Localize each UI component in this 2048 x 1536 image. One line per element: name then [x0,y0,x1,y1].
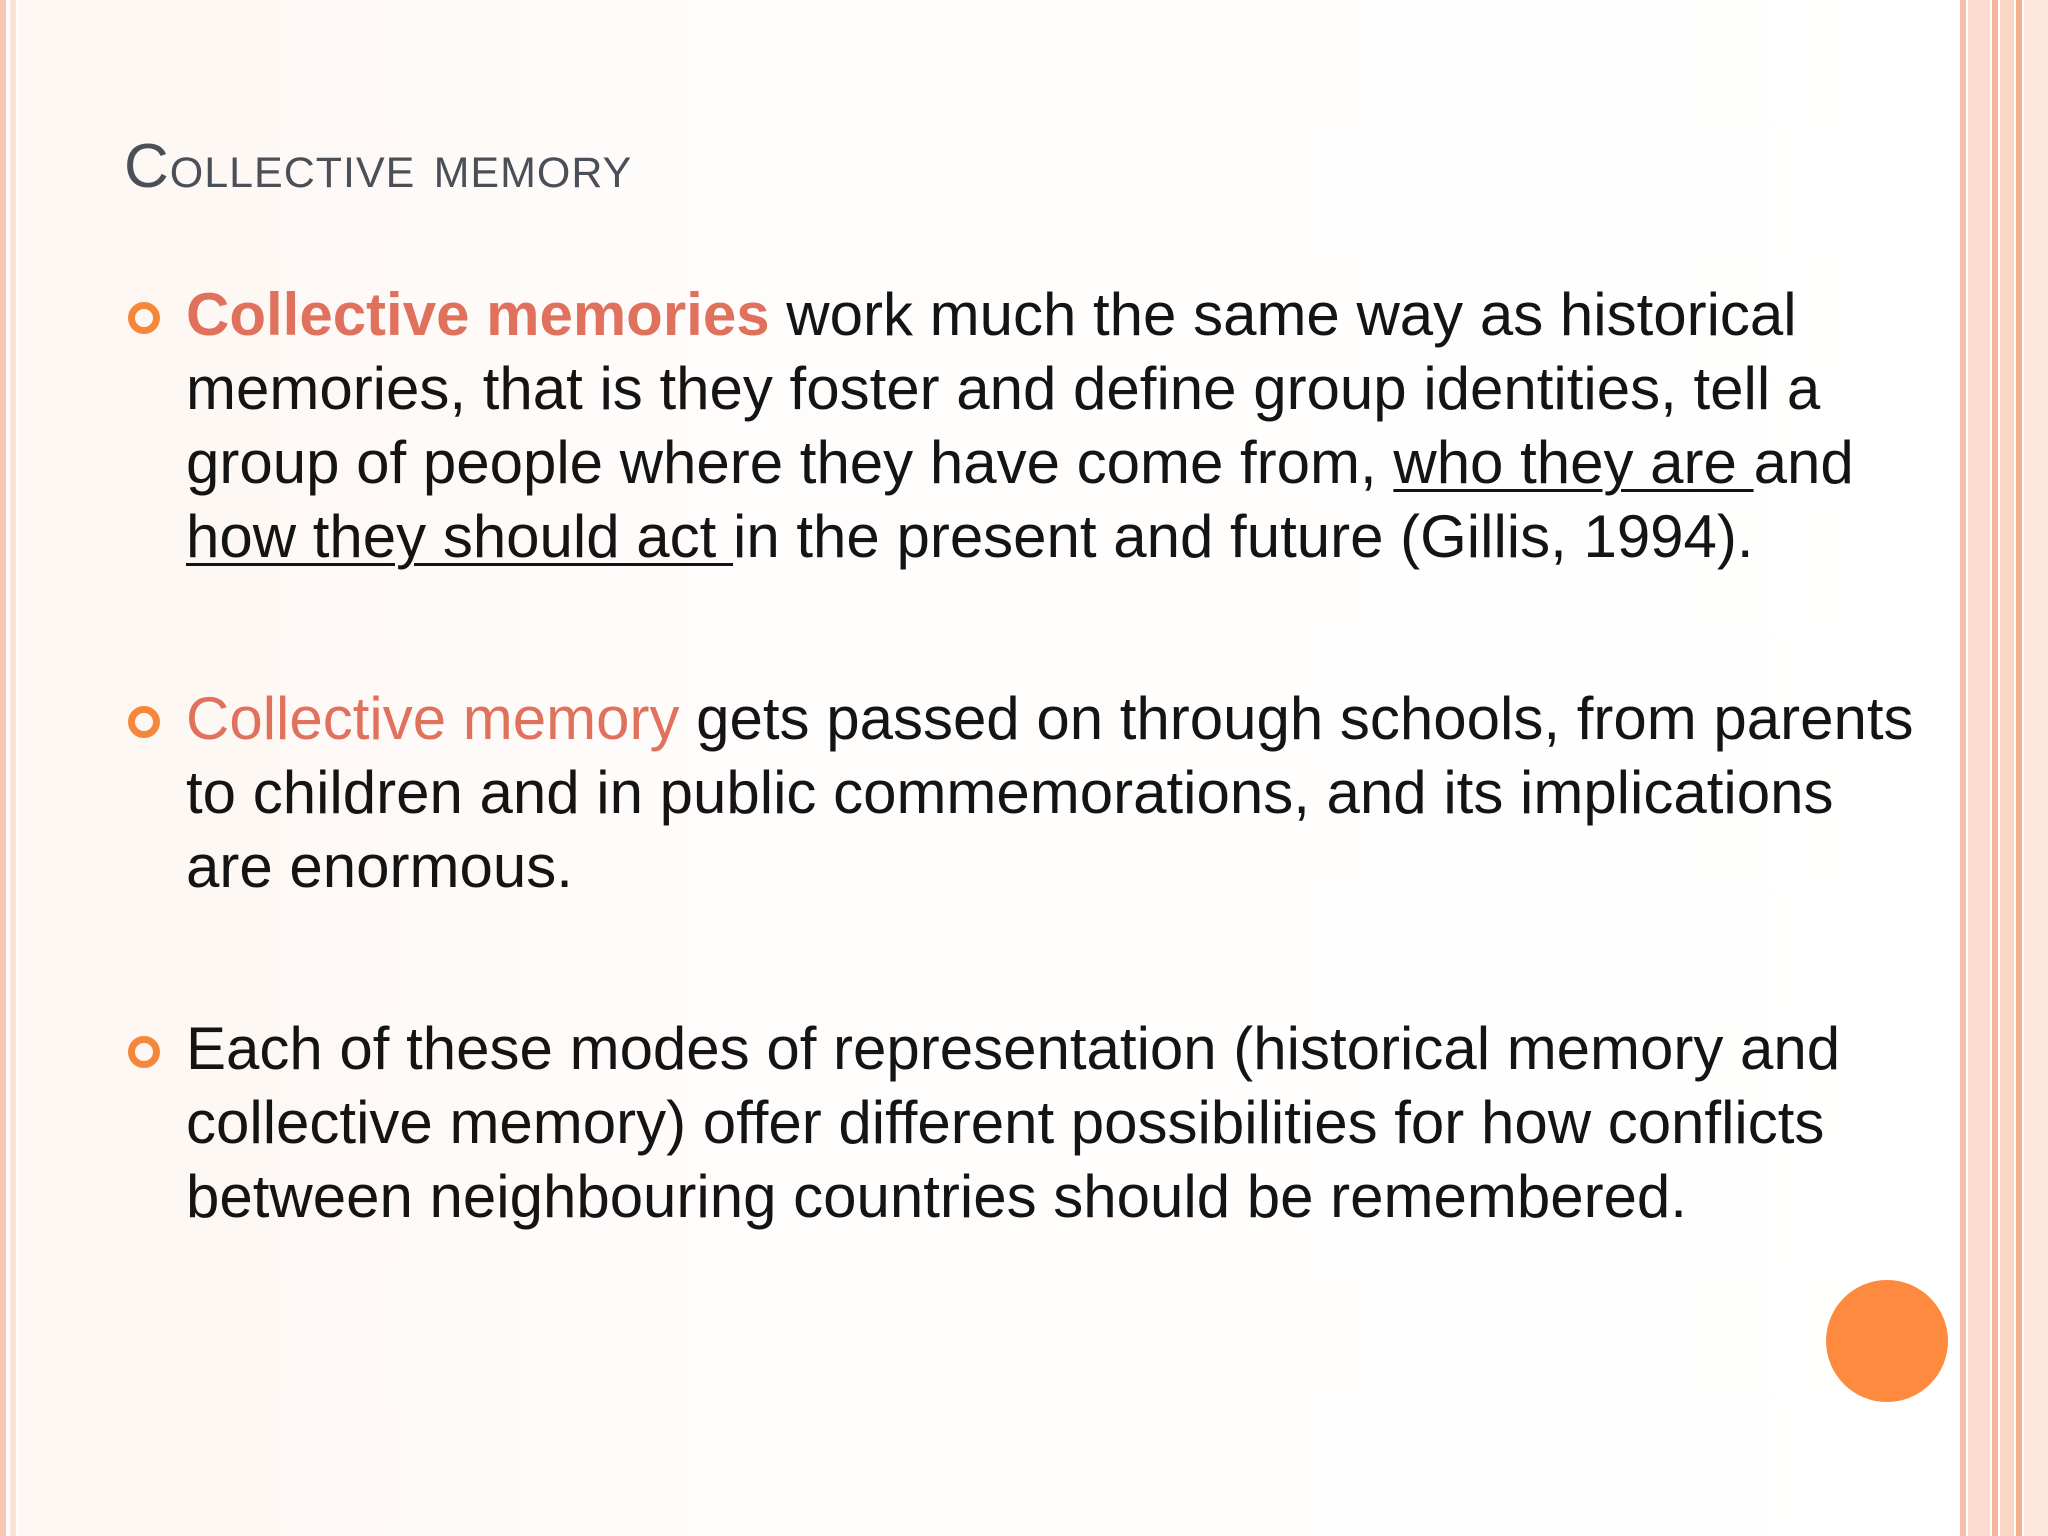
slide-title: Collective memory [124,132,633,201]
right-border-stripe [2000,0,2014,1536]
bullet-text: gets passed on through schools, from parents to children and in public commemorations, and its implications are enormous. [186,685,1914,900]
bullet-highlight: Collective memories [186,281,770,348]
decorative-circle [1826,1280,1948,1402]
bullet-text: in the present and future (Gillis, 1994). [733,503,1754,570]
underlined-phrase: who they are [1393,429,1754,496]
right-border-stripe [1960,0,1966,1536]
right-border-stripe [2016,0,2022,1536]
left-border-stripe [0,0,6,1536]
bullet-ring-icon [128,1036,160,1068]
left-border-stripe-inner [10,0,16,1536]
bullet-item [124,278,1924,574]
bullet-text: and [1753,429,1854,496]
right-border-stripe [1992,0,1998,1536]
bullet-ring-icon [128,302,160,334]
right-border-stripe [1968,0,1990,1536]
bullet-item [124,682,1924,904]
bullet-highlight: Collective memory [186,685,680,752]
bullet-ring-icon [128,706,160,738]
underlined-phrase: how they should act [186,503,734,570]
bullet-text: Each of these modes of representation (historical memory and collective memory) offer different possibilities for how conflicts between neighbouring countries should be remembered. [186,1015,1841,1230]
bullet-text: work much the same way as historical memories, that is they foster and define group identities, tell a group of people where they have come from, [186,281,1821,496]
right-border-stripe [2024,0,2048,1536]
bullet-list [124,278,1924,1234]
bullet-item [124,1012,1924,1234]
